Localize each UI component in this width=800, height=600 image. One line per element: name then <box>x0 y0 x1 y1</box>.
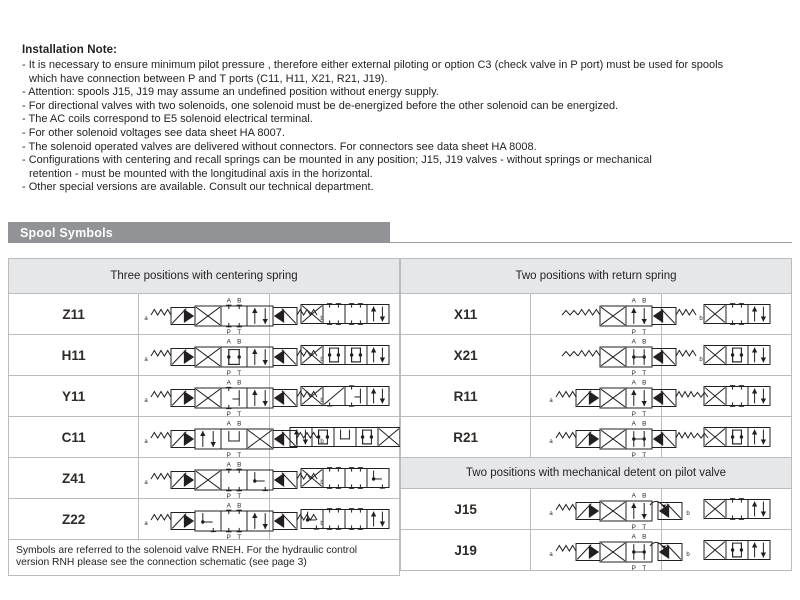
spool-code-j15: J15 <box>401 489 531 530</box>
spool-code-r11: R11 <box>401 376 531 417</box>
installation-note-line: - The solenoid operated valves are delivered without connectors. For connectors see data sheet HA 8008. <box>22 140 537 153</box>
svg-text:a: a <box>549 439 553 446</box>
spool-symbols-title: Spool Symbols <box>20 225 113 240</box>
spool-symbol-j15 <box>531 489 690 530</box>
svg-text:a: a <box>144 439 148 446</box>
spool-symbol-r21 <box>531 417 661 458</box>
svg-text:T: T <box>642 329 647 334</box>
svg-text:T: T <box>642 370 647 375</box>
installation-notes <box>22 44 778 195</box>
spool-schematic-h11s <box>269 335 399 376</box>
table-row <box>401 335 792 376</box>
installation-note-line: which have connection between P and T ports (C11, H11, X21, R21, J19). <box>29 72 388 85</box>
svg-text:A: A <box>631 379 637 387</box>
svg-text:A: A <box>631 492 637 500</box>
table-row <box>401 489 792 530</box>
svg-text:A: A <box>226 461 232 469</box>
svg-text:P: P <box>631 565 637 570</box>
left-table-header: Three positions with centering spring <box>9 259 400 294</box>
table-row <box>9 294 400 335</box>
spool-symbols-section-bar <box>8 222 390 243</box>
svg-text:b: b <box>320 480 324 487</box>
svg-text:a: a <box>144 521 148 528</box>
installation-note-line: retention - must be mounted with the longitudinal axis in the horizontal. <box>29 167 373 180</box>
svg-text:T: T <box>237 411 242 416</box>
spool-schematic-z22s <box>269 499 399 540</box>
svg-text:T: T <box>237 329 242 334</box>
spool-table-right <box>400 258 792 571</box>
svg-text:P: P <box>631 524 637 529</box>
svg-text:B: B <box>642 420 647 428</box>
svg-text:b: b <box>320 521 324 528</box>
spool-schematic-r21s <box>661 417 791 458</box>
svg-text:P: P <box>631 452 637 457</box>
spool-schematic-j15s <box>661 489 791 530</box>
spool-symbol-c11 <box>139 417 324 458</box>
svg-text:b: b <box>686 511 690 518</box>
svg-text:a: a <box>144 398 148 405</box>
svg-text:A: A <box>226 297 232 305</box>
svg-text:P: P <box>226 411 232 416</box>
spool-code-h11: H11 <box>9 335 139 376</box>
svg-text:b: b <box>699 357 703 364</box>
table-row <box>9 499 400 540</box>
table-row <box>401 417 792 458</box>
svg-text:P: P <box>226 493 232 498</box>
spool-schematic-z41s <box>269 458 399 499</box>
svg-text:a: a <box>549 511 553 518</box>
svg-text:P: P <box>631 329 637 334</box>
svg-text:a: a <box>549 398 553 405</box>
spool-schematic-c11s <box>269 417 399 458</box>
svg-text:a: a <box>549 552 553 559</box>
svg-text:b: b <box>320 439 324 446</box>
svg-text:A: A <box>226 379 232 387</box>
svg-text:P: P <box>631 411 637 416</box>
spool-symbol-x11 <box>531 294 703 335</box>
svg-text:P: P <box>226 534 232 539</box>
svg-text:B: B <box>237 502 242 510</box>
left-table-footnote: Symbols are referred to the solenoid valve RNEH. For the hydraulic control version RNH please see the connection schematic (see page 3) <box>9 540 400 576</box>
spool-symbol-y11 <box>139 376 324 417</box>
svg-text:A: A <box>226 502 232 510</box>
installation-note-title: Installation Note: <box>22 44 118 56</box>
svg-text:b: b <box>320 316 324 323</box>
svg-text:b: b <box>686 552 690 559</box>
installation-note-lines <box>22 59 778 195</box>
spool-code-x11: X11 <box>401 294 531 335</box>
svg-text:B: B <box>642 492 647 500</box>
spool-code-y11: Y11 <box>9 376 139 417</box>
svg-text:a: a <box>144 357 148 364</box>
table-row <box>401 530 792 571</box>
svg-text:T: T <box>237 370 242 375</box>
spool-schematic-y11s <box>269 376 399 417</box>
spool-symbol-r11 <box>531 376 661 417</box>
svg-text:B: B <box>642 379 647 387</box>
svg-text:P: P <box>226 370 232 375</box>
spool-symbol-h11 <box>139 335 324 376</box>
svg-text:A: A <box>631 297 637 305</box>
spool-symbol-z11 <box>139 294 324 335</box>
footnote-row <box>9 540 400 576</box>
svg-text:A: A <box>226 338 232 346</box>
spool-code-z11: Z11 <box>9 294 139 335</box>
svg-text:A: A <box>631 338 637 346</box>
svg-text:B: B <box>237 297 242 305</box>
spool-schematic-x11s <box>661 294 791 335</box>
svg-text:b: b <box>320 357 324 364</box>
svg-text:T: T <box>237 452 242 457</box>
svg-text:P: P <box>226 452 232 457</box>
installation-note-line: - For directional valves with two solenoids, one solenoid must be de-energized before the other solenoid can be energized. <box>22 99 619 112</box>
svg-text:P: P <box>631 370 637 375</box>
table-row <box>9 417 400 458</box>
svg-text:a: a <box>144 316 148 323</box>
svg-text:B: B <box>642 297 647 305</box>
svg-text:T: T <box>237 493 242 498</box>
spool-symbol-z41 <box>139 458 324 499</box>
svg-text:b: b <box>699 316 703 323</box>
spool-symbol-x21 <box>531 335 703 376</box>
svg-text:B: B <box>642 338 647 346</box>
right-table-header: Two positions with return spring <box>401 259 792 294</box>
table-row <box>9 335 400 376</box>
installation-note-line: - For other solenoid voltages see data sheet HA 8007. <box>22 126 285 139</box>
svg-text:A: A <box>226 420 232 428</box>
svg-text:B: B <box>237 338 242 346</box>
spool-schematic-x21s <box>661 335 791 376</box>
installation-note-line: - Attention: spools J15, J19 may assume an undefined position without energy supply. <box>22 86 439 99</box>
svg-text:T: T <box>237 534 242 539</box>
spool-code-z41: Z41 <box>9 458 139 499</box>
spool-schematic-r11s <box>661 376 791 417</box>
spool-schematic-j19s <box>661 530 791 571</box>
svg-text:B: B <box>237 420 242 428</box>
table-row <box>401 294 792 335</box>
spool-code-c11: C11 <box>9 417 139 458</box>
spool-code-z22: Z22 <box>9 499 139 540</box>
table-row <box>401 376 792 417</box>
spool-table-left <box>8 258 400 576</box>
section-divider-rule <box>390 242 792 243</box>
svg-text:A: A <box>631 420 637 428</box>
svg-text:P: P <box>226 329 232 334</box>
subheader-row <box>401 458 792 489</box>
svg-text:A: A <box>631 533 637 541</box>
svg-text:B: B <box>237 461 242 469</box>
installation-note-line: - It is necessary to ensure minimum pilot pressure , therefore either external piloting or option C3 (check valve in P port) must be used for spools <box>22 59 724 71</box>
spool-code-r21: R21 <box>401 417 531 458</box>
svg-text:B: B <box>237 379 242 387</box>
spool-symbol-j19 <box>531 530 690 571</box>
spool-schematic-z11s <box>269 294 399 335</box>
spool-code-j19: J19 <box>401 530 531 571</box>
svg-text:T: T <box>642 524 647 529</box>
spool-code-x21: X21 <box>401 335 531 376</box>
svg-text:T: T <box>642 411 647 416</box>
installation-note-line: - Configurations with centering and recall springs can be mounted in any position; J15, J19 valves - without springs or mechanical <box>22 154 652 167</box>
table-row <box>9 376 400 417</box>
svg-text:T: T <box>642 565 647 570</box>
svg-text:a: a <box>144 480 148 487</box>
spool-symbol-z22 <box>139 499 324 540</box>
right-table-subheader: Two positions with mechanical detent on pilot valve <box>401 458 792 489</box>
svg-text:B: B <box>642 533 647 541</box>
svg-text:T: T <box>642 452 647 457</box>
svg-text:b: b <box>320 398 324 405</box>
installation-note-line: - The AC coils correspond to E5 solenoid electrical terminal. <box>22 113 313 126</box>
table-row <box>9 458 400 499</box>
installation-note-line: - Other special versions are available. Consult our technical department. <box>22 181 374 194</box>
